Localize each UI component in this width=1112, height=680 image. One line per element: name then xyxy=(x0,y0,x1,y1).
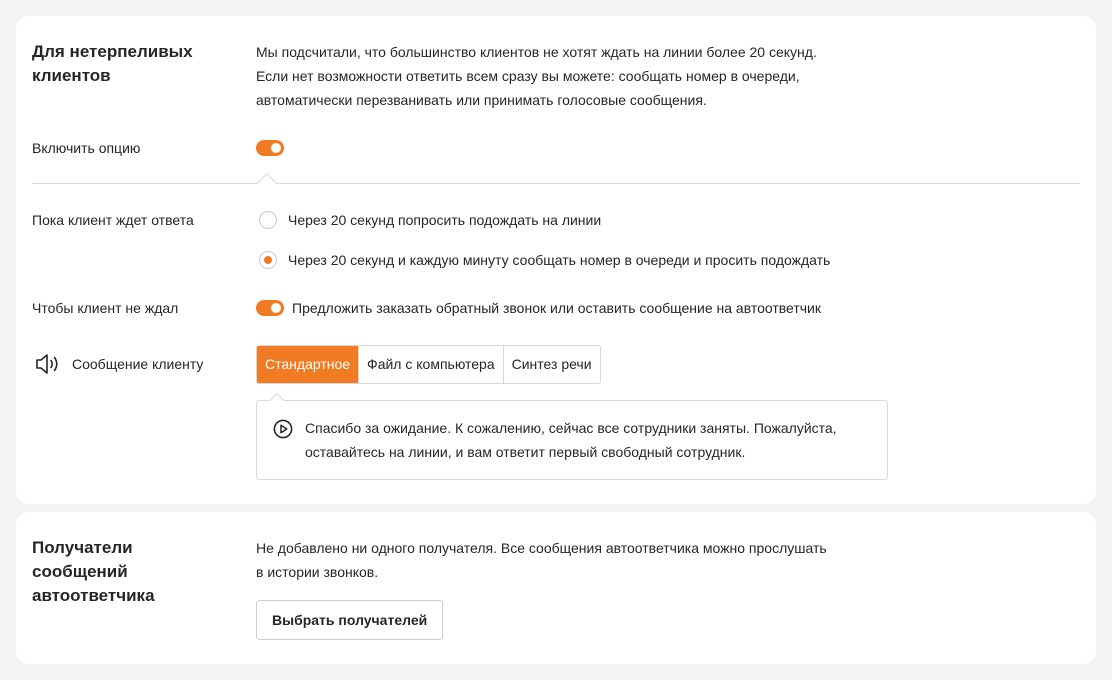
wait-option-label-1[interactable]: Через 20 секунд попросить подождать на линии xyxy=(288,212,602,228)
message-text xyxy=(305,416,875,464)
tab-file[interactable]: Файл с компьютера xyxy=(359,346,504,383)
wait-label: Пока клиент ждет ответа xyxy=(32,212,194,228)
description-line: Мы подсчитали, что большинство клиентов не хотят ждать на линии более 20 секунд. xyxy=(256,44,817,60)
description-line: Если нет возможности ответить всем сразу вы можете: сообщать номер в очереди, xyxy=(256,68,800,84)
callback-toggle-label[interactable]: Предложить заказать обратный звонок или оставить сообщение на автоответчик xyxy=(292,300,822,316)
toggle-knob xyxy=(271,303,281,313)
wait-option-radio-1[interactable] xyxy=(259,211,277,229)
recipients-card xyxy=(16,512,1096,664)
toggle-knob xyxy=(271,143,281,153)
message-line: Спасибо за ожидание. К сожалению, сейчас все сотрудники заняты. Пожалуйста, xyxy=(305,420,837,436)
choose-recipients-button[interactable]: Выбрать получателей xyxy=(256,600,443,640)
impatient-clients-card xyxy=(16,16,1096,504)
tab-standard[interactable]: Стандартное xyxy=(257,346,359,383)
enable-option-toggle[interactable] xyxy=(256,140,284,156)
wait-option-label-2[interactable]: Через 20 секунд и каждую минуту сообщать номер в очереди и просить подождать xyxy=(288,252,831,268)
speaker-icon xyxy=(35,353,61,375)
play-icon[interactable] xyxy=(273,419,293,439)
section-description-impatient xyxy=(256,40,1076,112)
wait-option-radio-2[interactable] xyxy=(259,251,277,269)
no-wait-label: Чтобы клиент не ждал xyxy=(32,300,179,316)
section-title-recipients: Получатели сообщений автоответчика xyxy=(32,538,155,605)
callback-toggle[interactable] xyxy=(256,300,284,316)
section-description-recipients xyxy=(256,536,1076,584)
section-title-impatient: Для нетерпеливых клиентов xyxy=(32,42,193,85)
divider-notch xyxy=(257,173,277,193)
message-label: Сообщение клиенту xyxy=(72,356,204,372)
description-line: Не добавлено ни одного получателя. Все сообщения автоответчика можно прослушать xyxy=(256,540,827,556)
divider xyxy=(32,183,1080,184)
message-line: оставайтесь на линии, и вам ответит первый свободный сотрудник. xyxy=(305,444,746,460)
description-line: автоматически перезванивать или принимать голосовые сообщения. xyxy=(256,92,707,108)
description-line: в истории звонков. xyxy=(256,564,379,580)
enable-option-label: Включить опцию xyxy=(32,140,141,156)
message-source-tabs xyxy=(256,345,601,384)
message-box xyxy=(256,400,888,480)
tab-speech-synthesis[interactable]: Синтез речи xyxy=(504,346,600,383)
